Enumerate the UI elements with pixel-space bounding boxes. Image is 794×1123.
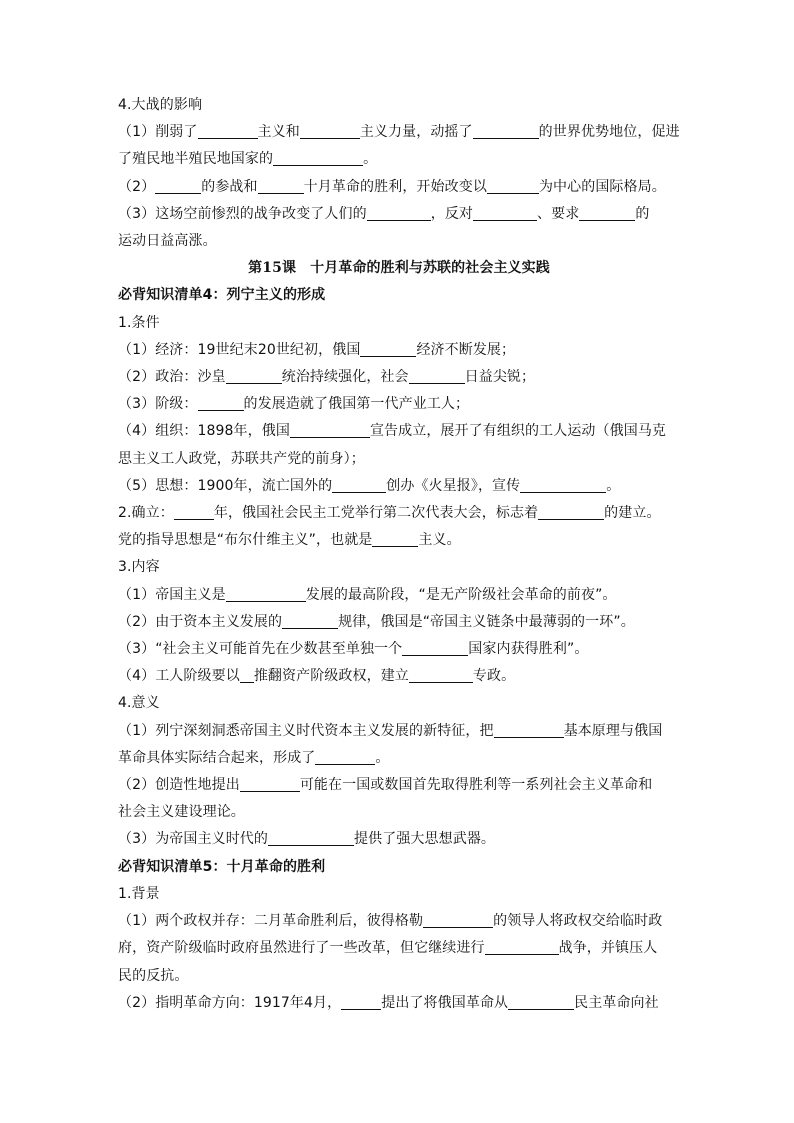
fill-blank[interactable] (332, 476, 386, 493)
fill-blank[interactable] (473, 204, 537, 221)
fill-blank[interactable] (198, 394, 244, 411)
fill-blank[interactable] (423, 911, 493, 928)
fill-blank[interactable] (268, 829, 354, 846)
list5-title: 必背知识清单5：十月革命的胜利 (118, 858, 326, 875)
fill-blank[interactable] (226, 585, 306, 602)
impact-heading: 4.大战的影响 (118, 97, 203, 113)
content-item-4: （4）工人阶级要以 推翻资产阶级政权，建立 专政。 (118, 668, 516, 685)
fill-blank[interactable] (341, 993, 381, 1010)
impact-item-3: （3）这场空前惨烈的战争改变了人们的 ，反对 、要求 的 (118, 205, 650, 222)
fill-blank[interactable] (473, 122, 539, 139)
condition-organization: （4）组织：1898年，俄国 宣告成立，展开了有组织的工人运动（俄国马克 (118, 423, 667, 440)
fill-blank[interactable] (282, 612, 338, 629)
fill-blank[interactable] (402, 639, 468, 656)
lesson-title: 第15课 十月革命的胜利与苏联的社会主义实践 (248, 260, 550, 277)
fill-blank[interactable] (226, 367, 282, 384)
fill-blank[interactable] (409, 666, 473, 683)
significance-item-3: （3）为帝国主义时代的 提供了强大思想武器。 (118, 831, 496, 848)
fill-blank[interactable] (240, 775, 300, 792)
fill-blank[interactable] (290, 421, 370, 438)
significance-heading: 4.意义 (118, 695, 160, 712)
condition-economy: （1）经济：19世纪末20世纪初，俄国 经济不断发展； (118, 341, 516, 358)
fill-blank[interactable] (198, 122, 258, 139)
fill-blank[interactable] (520, 476, 606, 493)
significance-item-1-cont: 革命具体实际结合起来，形成了 。 (118, 749, 390, 766)
fill-blank[interactable] (258, 177, 304, 194)
fill-blank[interactable] (487, 177, 539, 194)
fill-blank[interactable] (240, 666, 254, 683)
significance-item-2: （2）创造性地提出 可能在一国或数国首先取得胜利等一系列社会主义革命和 (118, 777, 653, 794)
background-item-1: （1）两个政权并存：二月革命胜利后，彼得格勒 的领导人将政权交给临时政 (118, 913, 663, 930)
impact-item-2: （2） 的参战和 十月革命的胜利，开始改变以 为中心的国际格局。 (118, 178, 666, 195)
background-heading: 1.背景 (118, 885, 160, 902)
fill-blank[interactable] (155, 177, 201, 194)
document-body (118, 92, 680, 1017)
impact-item-1: （1）削弱了 主义和 主义力量，动摇了 的世界优势地位，促进 (118, 124, 680, 141)
condition-class: （3）阶级： 的发展造就了俄国第一代产业工人； (118, 396, 470, 413)
condition-politics: （2）政治：沙皇 统治持续强化，社会 日益尖锐； (118, 369, 536, 386)
fill-blank[interactable] (579, 204, 635, 221)
fill-blank[interactable] (174, 503, 214, 520)
impact-item-1-cont: 了殖民地半殖民地国家的 。 (118, 151, 378, 168)
establishment: 2.确立： 年，俄国社会民主工党举行第二次代表大会，标志着 的建立。 (118, 505, 661, 522)
conditions-heading: 1.条件 (118, 314, 160, 331)
fill-blank[interactable] (315, 748, 375, 765)
fill-blank[interactable] (300, 122, 360, 139)
fill-blank[interactable] (508, 993, 574, 1010)
condition-organization-cont: 思主义工人政党，苏联共产党的前身）； (118, 450, 365, 467)
significance-item-1: （1）列宁深刻洞悉帝国主义时代资本主义发展的新特征，把 基本原理与俄国 (118, 722, 663, 739)
fill-blank[interactable] (273, 149, 363, 166)
fill-blank[interactable] (360, 340, 416, 357)
background-item-1-cont2: 民的反抗。 (118, 967, 189, 984)
significance-item-2-cont: 社会主义建设理论。 (118, 804, 245, 821)
content-item-2: （2）由于资本主义发展的 规律，俄国是“帝国主义链条中最薄弱的一环”。 (118, 613, 635, 630)
condition-thought: （5）思想：1900年，流亡国外的 创办《火星报》，宣传 。 (118, 477, 621, 494)
fill-blank[interactable] (409, 367, 465, 384)
background-item-1-cont: 府，资产阶级临时政府虽然进行了一些改革，但它继续进行 战争，并镇压人 (118, 940, 658, 957)
fill-blank[interactable] (372, 530, 418, 547)
content-item-1: （1）帝国主义是 发展的最高阶段，“是无产阶级社会革命的前夜”。 (118, 586, 617, 603)
content-item-3: （3）“社会主义可能首先在少数甚至单独一个 国家内获得胜利”。 (118, 641, 589, 658)
background-item-2: （2）指明革命方向：1917年4月， 提出了将俄国革命从 民主革命向社 (118, 994, 659, 1011)
list4-title: 必背知识清单4：列宁主义的形成 (118, 287, 326, 304)
fill-blank[interactable] (538, 503, 604, 520)
fill-blank[interactable] (367, 204, 431, 221)
impact-item-3-cont: 运动日益高涨。 (118, 233, 217, 250)
content-heading: 3.内容 (118, 559, 160, 576)
establishment-cont: 党的指导思想是“布尔什维主义”，也就是 主义。 (118, 532, 461, 549)
fill-blank[interactable] (494, 721, 564, 738)
fill-blank[interactable] (485, 938, 559, 955)
